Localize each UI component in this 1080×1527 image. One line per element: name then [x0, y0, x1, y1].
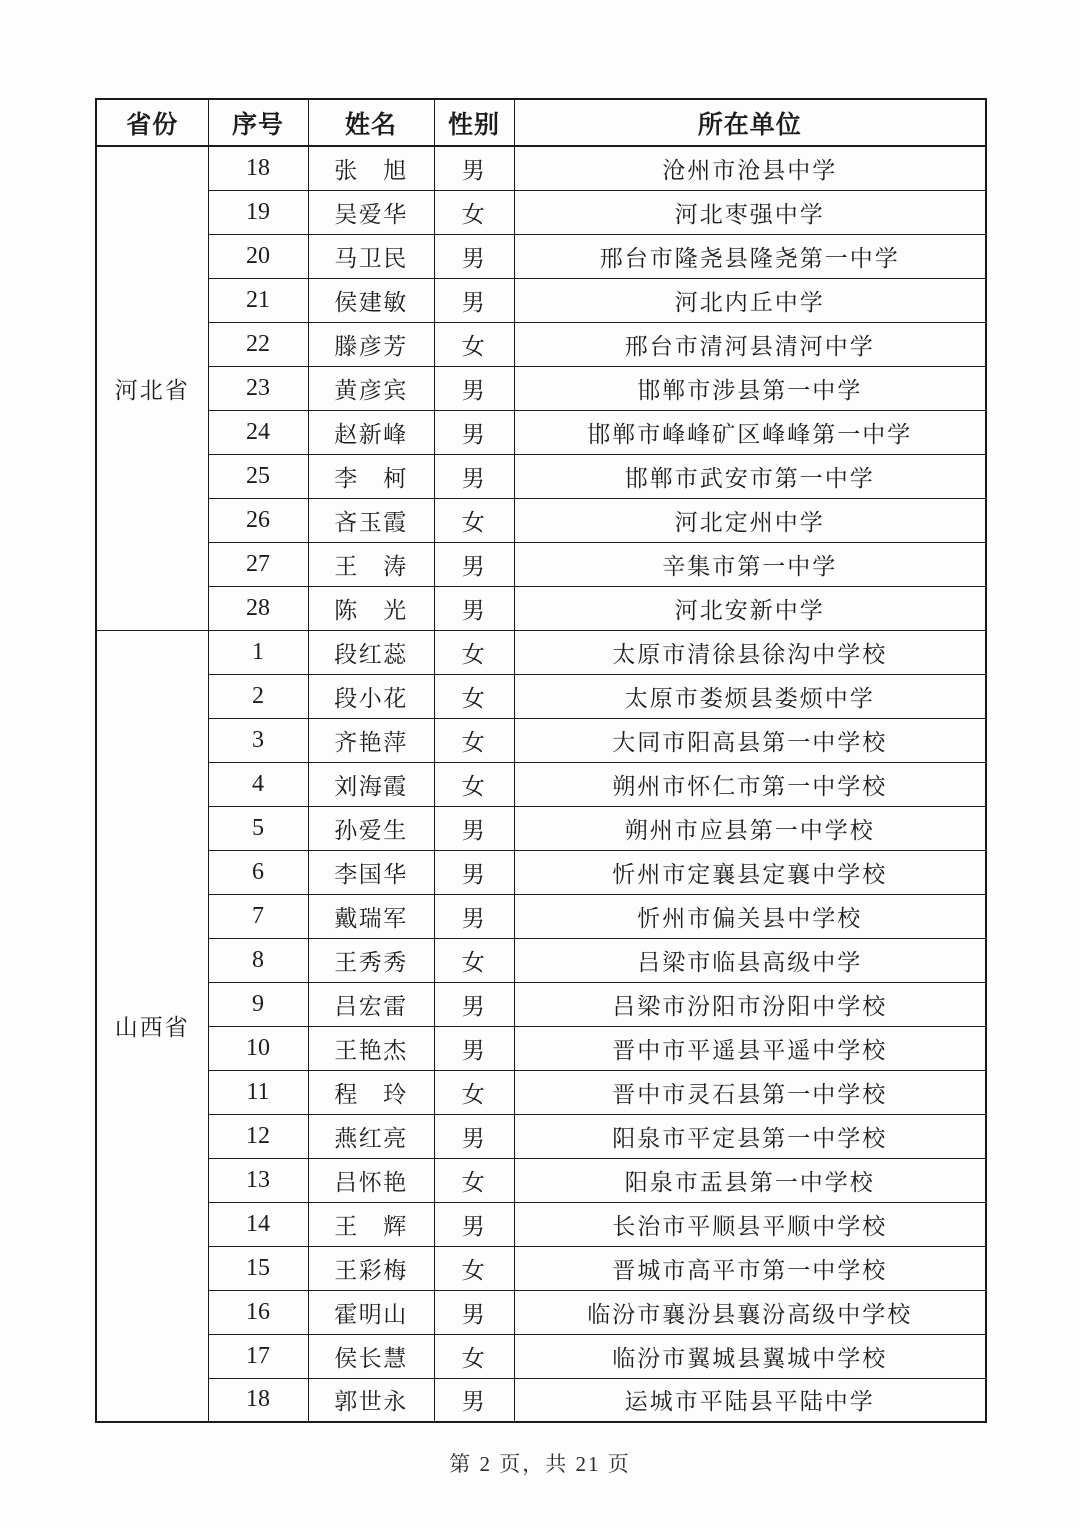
unit-cell: 辛集市第一中学 — [514, 542, 986, 586]
table-row — [96, 630, 986, 674]
unit-cell: 阳泉市盂县第一中学校 — [514, 1158, 986, 1202]
table-row — [96, 278, 986, 322]
serial-cell: 1 — [208, 630, 308, 674]
serial-cell: 7 — [208, 894, 308, 938]
serial-cell: 23 — [208, 366, 308, 410]
name-cell: 段小花 — [308, 674, 434, 718]
name-cell: 戴瑞军 — [308, 894, 434, 938]
name-cell: 霍明山 — [308, 1290, 434, 1334]
table-row — [96, 498, 986, 542]
serial-cell: 9 — [208, 982, 308, 1026]
table-row — [96, 674, 986, 718]
name-cell: 刘海霞 — [308, 762, 434, 806]
name-cell: 吕宏雷 — [308, 982, 434, 1026]
table-row — [96, 1202, 986, 1246]
gender-cell: 男 — [434, 894, 514, 938]
serial-cell: 15 — [208, 1246, 308, 1290]
table-row — [96, 1114, 986, 1158]
table-body — [96, 146, 986, 1422]
serial-cell: 27 — [208, 542, 308, 586]
gender-cell: 男 — [434, 410, 514, 454]
serial-cell: 20 — [208, 234, 308, 278]
serial-cell: 28 — [208, 586, 308, 630]
gender-cell: 男 — [434, 234, 514, 278]
unit-cell: 朔州市怀仁市第一中学校 — [514, 762, 986, 806]
gender-cell: 男 — [434, 1202, 514, 1246]
table-row — [96, 762, 986, 806]
gender-cell: 女 — [434, 498, 514, 542]
unit-cell: 晋中市平遥县平遥中学校 — [514, 1026, 986, 1070]
gender-cell: 女 — [434, 630, 514, 674]
serial-cell: 12 — [208, 1114, 308, 1158]
table-row — [96, 1026, 986, 1070]
province-cell: 山西省 — [96, 630, 208, 1422]
serial-cell: 21 — [208, 278, 308, 322]
header-gender: 性别 — [434, 99, 514, 146]
header-unit: 所在单位 — [514, 99, 986, 146]
table-row — [96, 366, 986, 410]
table-row — [96, 190, 986, 234]
gender-cell: 男 — [434, 146, 514, 190]
gender-cell: 女 — [434, 1158, 514, 1202]
table-row — [96, 1290, 986, 1334]
unit-cell: 临汾市襄汾县襄汾高级中学校 — [514, 1290, 986, 1334]
name-cell: 孙爱生 — [308, 806, 434, 850]
gender-cell: 男 — [434, 278, 514, 322]
serial-cell: 25 — [208, 454, 308, 498]
gender-cell: 男 — [434, 850, 514, 894]
gender-cell: 女 — [434, 762, 514, 806]
unit-cell: 河北定州中学 — [514, 498, 986, 542]
table-row — [96, 894, 986, 938]
page-number: 第 2 页，共 21 页 — [449, 1452, 631, 1476]
unit-cell: 忻州市偏关县中学校 — [514, 894, 986, 938]
serial-cell: 24 — [208, 410, 308, 454]
table-row — [96, 1334, 986, 1378]
name-cell: 李 柯 — [308, 454, 434, 498]
unit-cell: 临汾市翼城县翼城中学校 — [514, 1334, 986, 1378]
name-cell: 黄彦宾 — [308, 366, 434, 410]
table-row — [96, 146, 986, 190]
name-cell: 吕怀艳 — [308, 1158, 434, 1202]
name-cell: 滕彦芳 — [308, 322, 434, 366]
name-cell: 王秀秀 — [308, 938, 434, 982]
gender-cell: 男 — [434, 586, 514, 630]
serial-cell: 10 — [208, 1026, 308, 1070]
unit-cell: 长治市平顺县平顺中学校 — [514, 1202, 986, 1246]
serial-cell: 14 — [208, 1202, 308, 1246]
unit-cell: 邢台市清河县清河中学 — [514, 322, 986, 366]
gender-cell: 女 — [434, 322, 514, 366]
unit-cell: 阳泉市平定县第一中学校 — [514, 1114, 986, 1158]
unit-cell: 邯郸市武安市第一中学 — [514, 454, 986, 498]
gender-cell: 女 — [434, 1070, 514, 1114]
unit-cell: 运城市平陆县平陆中学 — [514, 1378, 986, 1422]
table-row — [96, 322, 986, 366]
table-row — [96, 938, 986, 982]
table-row — [96, 1158, 986, 1202]
unit-cell: 河北内丘中学 — [514, 278, 986, 322]
serial-cell: 4 — [208, 762, 308, 806]
unit-cell: 忻州市定襄县定襄中学校 — [514, 850, 986, 894]
serial-cell: 18 — [208, 146, 308, 190]
serial-cell: 26 — [208, 498, 308, 542]
serial-cell: 13 — [208, 1158, 308, 1202]
unit-cell: 大同市阳高县第一中学校 — [514, 718, 986, 762]
serial-cell: 2 — [208, 674, 308, 718]
unit-cell: 邯郸市峰峰矿区峰峰第一中学 — [514, 410, 986, 454]
province-cell: 河北省 — [96, 146, 208, 630]
table-row — [96, 850, 986, 894]
serial-cell: 19 — [208, 190, 308, 234]
gender-cell: 男 — [434, 1378, 514, 1422]
unit-cell: 吕梁市汾阳市汾阳中学校 — [514, 982, 986, 1026]
name-cell: 马卫民 — [308, 234, 434, 278]
unit-cell: 朔州市应县第一中学校 — [514, 806, 986, 850]
serial-cell: 16 — [208, 1290, 308, 1334]
table-row — [96, 982, 986, 1026]
name-cell: 侯长慧 — [308, 1334, 434, 1378]
serial-cell: 18 — [208, 1378, 308, 1422]
gender-cell: 男 — [434, 806, 514, 850]
name-cell: 张 旭 — [308, 146, 434, 190]
serial-cell: 5 — [208, 806, 308, 850]
name-cell: 王彩梅 — [308, 1246, 434, 1290]
serial-cell: 8 — [208, 938, 308, 982]
unit-cell: 吕梁市临县高级中学 — [514, 938, 986, 982]
name-cell: 程 玲 — [308, 1070, 434, 1114]
serial-cell: 17 — [208, 1334, 308, 1378]
roster-table — [95, 98, 987, 1423]
name-cell: 吴爱华 — [308, 190, 434, 234]
serial-cell: 3 — [208, 718, 308, 762]
gender-cell: 女 — [434, 190, 514, 234]
unit-cell: 邢台市隆尧县隆尧第一中学 — [514, 234, 986, 278]
table-row — [96, 718, 986, 762]
gender-cell: 女 — [434, 674, 514, 718]
gender-cell: 男 — [434, 542, 514, 586]
unit-cell: 河北枣强中学 — [514, 190, 986, 234]
unit-cell: 沧州市沧县中学 — [514, 146, 986, 190]
table-row — [96, 234, 986, 278]
name-cell: 齐艳萍 — [308, 718, 434, 762]
gender-cell: 男 — [434, 1026, 514, 1070]
table-row — [96, 542, 986, 586]
name-cell: 陈 光 — [308, 586, 434, 630]
name-cell: 吝玉霞 — [308, 498, 434, 542]
gender-cell: 女 — [434, 718, 514, 762]
table-row — [96, 454, 986, 498]
table-row — [96, 586, 986, 630]
table-row — [96, 1246, 986, 1290]
serial-cell: 22 — [208, 322, 308, 366]
table-row — [96, 806, 986, 850]
unit-cell: 邯郸市涉县第一中学 — [514, 366, 986, 410]
name-cell: 段红蕊 — [308, 630, 434, 674]
name-cell: 李国华 — [308, 850, 434, 894]
header-name: 姓名 — [308, 99, 434, 146]
gender-cell: 男 — [434, 982, 514, 1026]
table-row — [96, 410, 986, 454]
name-cell: 王艳杰 — [308, 1026, 434, 1070]
unit-cell: 太原市清徐县徐沟中学校 — [514, 630, 986, 674]
header-row — [96, 99, 986, 146]
unit-cell: 晋中市灵石县第一中学校 — [514, 1070, 986, 1114]
name-cell: 燕红亮 — [308, 1114, 434, 1158]
name-cell: 郭世永 — [308, 1378, 434, 1422]
unit-cell: 太原市娄烦县娄烦中学 — [514, 674, 986, 718]
table-row — [96, 1378, 986, 1422]
unit-cell: 河北安新中学 — [514, 586, 986, 630]
name-cell: 侯建敏 — [308, 278, 434, 322]
gender-cell: 女 — [434, 938, 514, 982]
table-row — [96, 1070, 986, 1114]
name-cell: 王 辉 — [308, 1202, 434, 1246]
name-cell: 赵新峰 — [308, 410, 434, 454]
unit-cell: 晋城市高平市第一中学校 — [514, 1246, 986, 1290]
gender-cell: 男 — [434, 1290, 514, 1334]
gender-cell: 男 — [434, 454, 514, 498]
gender-cell: 女 — [434, 1334, 514, 1378]
header-serial: 序号 — [208, 99, 308, 146]
serial-cell: 11 — [208, 1070, 308, 1114]
table-header — [96, 99, 986, 146]
gender-cell: 男 — [434, 1114, 514, 1158]
header-province: 省份 — [96, 99, 208, 146]
gender-cell: 女 — [434, 1246, 514, 1290]
serial-cell: 6 — [208, 850, 308, 894]
name-cell: 王 涛 — [308, 542, 434, 586]
gender-cell: 男 — [434, 366, 514, 410]
